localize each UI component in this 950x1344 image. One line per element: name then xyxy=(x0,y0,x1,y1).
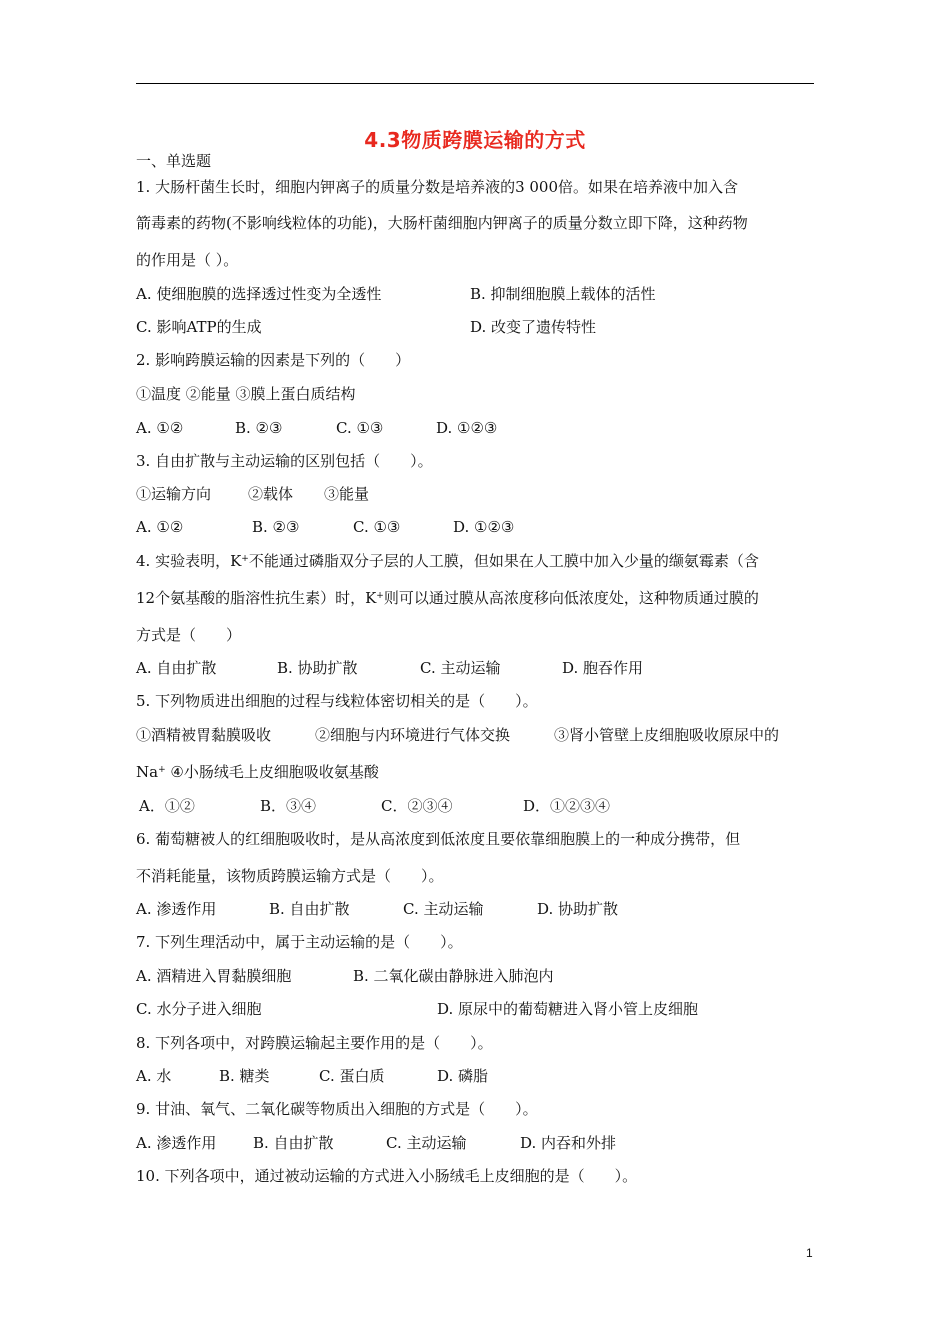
option-d: D. 协助扩散 xyxy=(537,900,619,918)
question-6-line-2: 不消耗能量，该物质跨膜运输方式是（ ）。 xyxy=(136,867,444,885)
option-d: D. 磷脂 xyxy=(437,1067,489,1085)
text-fragment: 则可以通过膜从高浓度移向低浓度处，这种物质通过膜的 xyxy=(383,589,759,607)
text-fragment: 12个氨基酸的脂溶性抗生素）时，K xyxy=(136,589,377,607)
text-fragment: 4. 实验表明，K xyxy=(136,552,242,570)
option-b: B. 抑制细胞膜上载体的活性 xyxy=(470,285,656,303)
option-c: C. 蛋白质 xyxy=(319,1067,385,1085)
text-fragment: 不能通过磷脂双分子层的人工膜，但如果在人工膜中加入少量的缬氨霉素（含 xyxy=(248,552,759,570)
header-rule xyxy=(136,83,814,84)
superscript: + xyxy=(158,765,166,775)
option-a: A. ①② xyxy=(136,419,184,437)
question-10-line-1: 10. 下列各项中，通过被动运输的方式进入小肠绒毛上皮细胞的是（ ）。 xyxy=(136,1167,638,1185)
statement-1: ①运输方向 xyxy=(136,485,212,503)
question-4-line-1 xyxy=(136,551,759,571)
option-c: C. 主动运输 xyxy=(403,900,484,918)
option-a: A．①② xyxy=(139,797,195,815)
option-a: A. 酒精进入胃黏膜细胞 xyxy=(136,967,292,985)
question-1-line-1: 1. 大肠杆菌生长时，细胞内钾离子的质量分数是培养液的3 000倍。如果在培养液中加入含 xyxy=(136,178,739,196)
option-a: A. 自由扩散 xyxy=(136,659,217,677)
option-c: C. ①③ xyxy=(353,518,401,536)
option-d: D．①②③④ xyxy=(523,797,611,815)
question-5-line-1: 5. 下列物质进出细胞的过程与线粒体密切相关的是（ ）。 xyxy=(136,692,538,710)
option-d: D. 胞吞作用 xyxy=(562,659,644,677)
page-title: 4.3物质跨膜运输的方式 xyxy=(364,128,586,152)
question-4-line-2 xyxy=(136,588,759,608)
question-2-line-1: 2. 影响跨膜运输的因素是下列的（ ） xyxy=(136,351,411,369)
option-a: A. 渗透作用 xyxy=(136,1134,217,1152)
question-5-line-3 xyxy=(136,762,379,782)
statement-2: ②载体 xyxy=(248,485,294,503)
section-heading: 一、单选题 xyxy=(136,152,212,170)
option-b: B. ②③ xyxy=(252,518,300,536)
question-3-line-1: 3. 自由扩散与主动运输的区别包括（ ）。 xyxy=(136,452,433,470)
option-d: D. 内吞和外排 xyxy=(520,1134,617,1152)
question-1-line-2: 箭毒素的药物(不影响线粒体的功能)，大肠杆菌细胞内钾离子的质量分数立即下降，这种药物 xyxy=(136,214,748,232)
option-a: A. ①② xyxy=(136,518,184,536)
option-c: C. 主动运输 xyxy=(386,1134,467,1152)
option-c: C. 水分子进入细胞 xyxy=(136,1000,262,1018)
option-c: C. 影响ATP的生成 xyxy=(136,318,262,336)
text-fragment: Na xyxy=(136,763,159,781)
option-b: B. 糖类 xyxy=(219,1067,270,1085)
question-2-line-2: ①温度 ②能量 ③膜上蛋白质结构 xyxy=(136,385,356,403)
question-7-line-1: 7. 下列生理活动中，属于主动运输的是（ ）。 xyxy=(136,933,463,951)
option-b: B. 自由扩散 xyxy=(269,900,350,918)
option-b: B. 协助扩散 xyxy=(277,659,358,677)
statement-1: ①酒精被胃黏膜吸收 xyxy=(136,726,272,744)
option-d: D. ①②③ xyxy=(436,419,498,437)
option-b: B. 二氧化碳由静脉进入肺泡内 xyxy=(353,967,554,985)
question-1-line-3: 的作用是（ ）。 xyxy=(136,251,239,269)
option-c: C. 主动运输 xyxy=(420,659,501,677)
text-fragment: ④小肠绒毛上皮细胞吸收氨基酸 xyxy=(165,763,379,781)
statement-3: ③肾小管壁上皮细胞吸收原尿中的 xyxy=(554,726,780,744)
superscript: + xyxy=(376,591,384,601)
option-c: C. ①③ xyxy=(336,419,384,437)
option-d: D. 改变了遗传特性 xyxy=(470,318,597,336)
option-b: B．③④ xyxy=(260,797,317,815)
statement-3: ③能量 xyxy=(324,485,370,503)
option-a: A. 使细胞膜的选择透过性变为全透性 xyxy=(136,285,382,303)
option-b: B. 自由扩散 xyxy=(253,1134,334,1152)
question-4-line-3: 方式是（ ） xyxy=(136,626,242,644)
statement-2: ②细胞与内环境进行气体交换 xyxy=(315,726,511,744)
page-number: 1 xyxy=(806,1246,813,1260)
option-d: D. 原尿中的葡萄糖进入肾小管上皮细胞 xyxy=(437,1000,699,1018)
option-d: D. ①②③ xyxy=(453,518,515,536)
option-a: A. 渗透作用 xyxy=(136,900,217,918)
option-b: B. ②③ xyxy=(235,419,283,437)
question-6-line-1: 6. 葡萄糖被人的红细胞吸收时，是从高浓度到低浓度且要依靠细胞膜上的一种成分携带，但 xyxy=(136,830,741,848)
option-a: A. 水 xyxy=(136,1067,172,1085)
question-9-line-1: 9. 甘油、氧气、二氧化碳等物质出入细胞的方式是（ ）。 xyxy=(136,1100,538,1118)
question-8-line-1: 8. 下列各项中，对跨膜运输起主要作用的是（ ）。 xyxy=(136,1034,493,1052)
superscript: + xyxy=(241,554,249,564)
option-c: C．②③④ xyxy=(381,797,453,815)
